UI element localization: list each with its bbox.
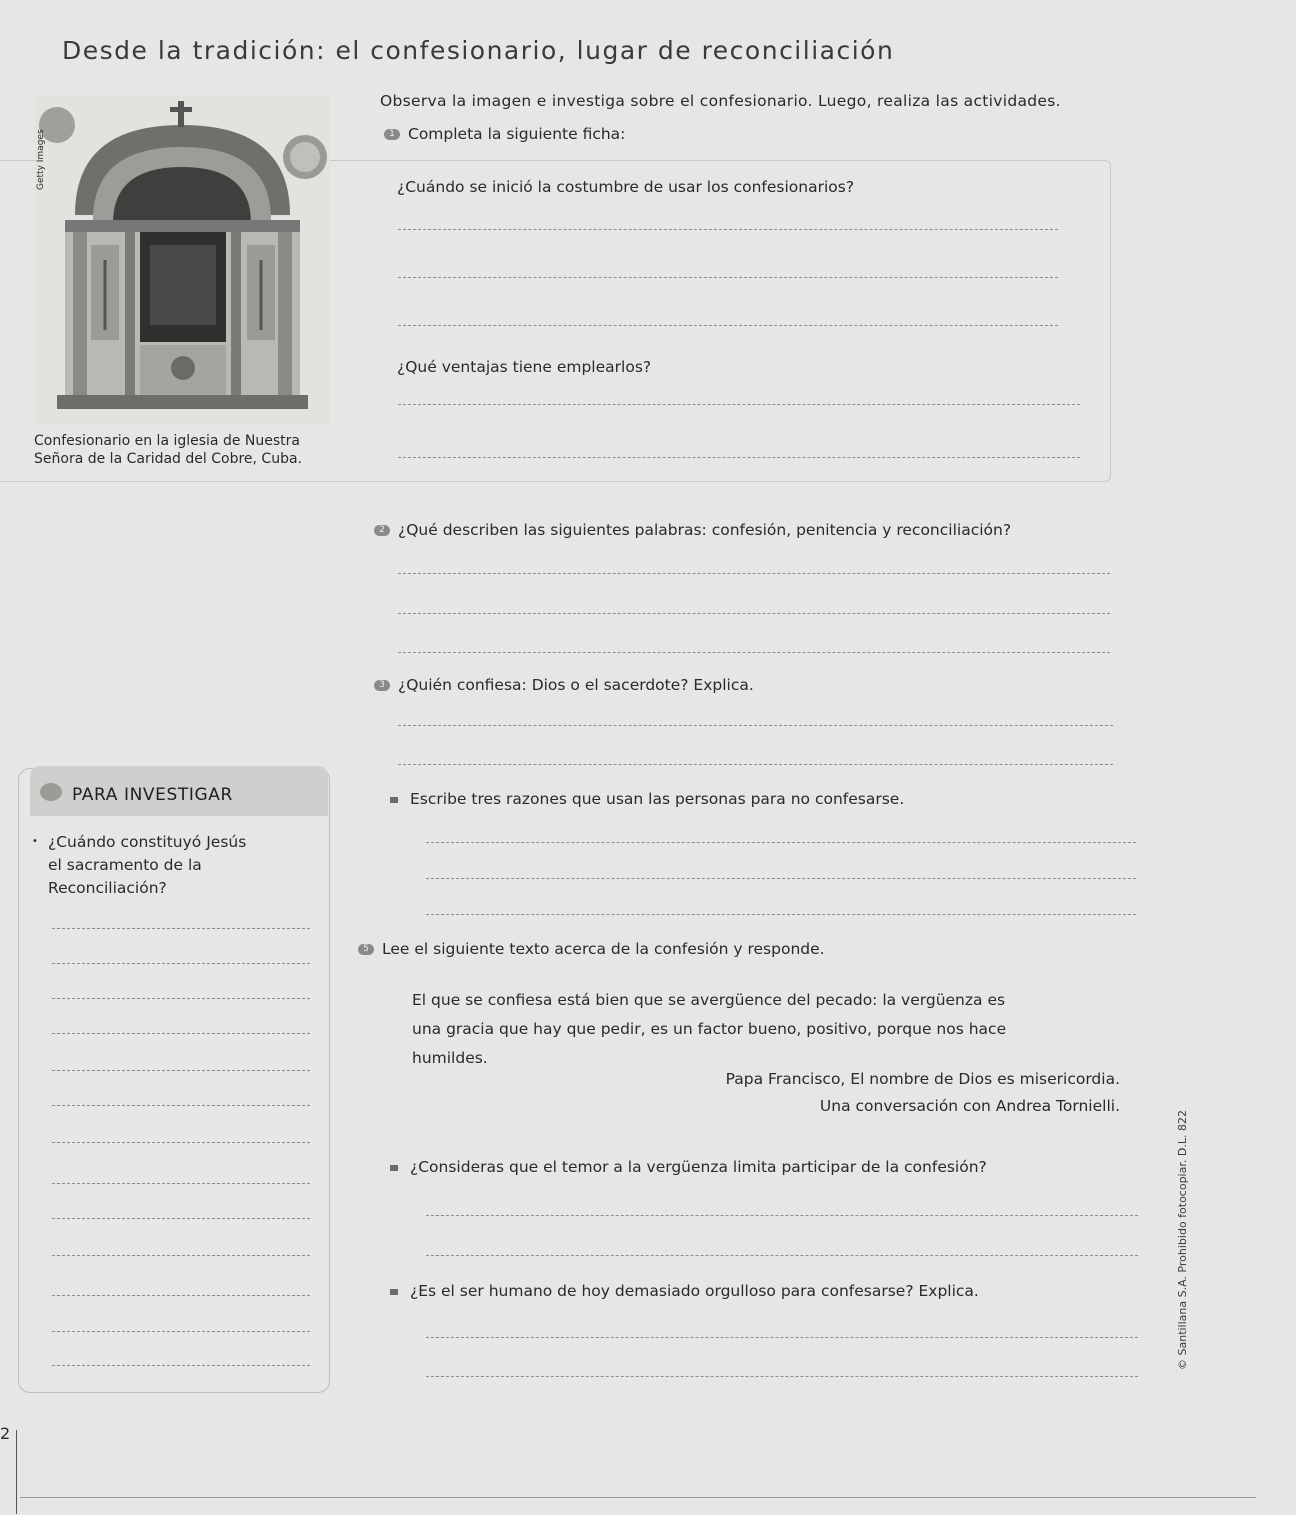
sidebar-answer-line[interactable] — [52, 1331, 310, 1332]
quote-citation-1: Papa Francisco, El nombre de Dios es misericordia. — [725, 1070, 1120, 1088]
page-rule — [16, 1430, 17, 1514]
confessional-illustration — [35, 95, 330, 425]
answer-line[interactable] — [398, 573, 1110, 574]
answer-line[interactable] — [426, 1337, 1138, 1338]
quote-line-1: El que se confiesa está bien que se avergüence del pecado: la vergüenza es — [412, 991, 1006, 1009]
answer-line[interactable] — [398, 764, 1113, 765]
square-bullet-icon — [390, 1165, 398, 1171]
investigar-question — [48, 831, 246, 900]
activity-3-text: ¿Quién confiesa: Dios o el sacerdote? Explica. — [398, 676, 754, 694]
answer-line[interactable] — [398, 404, 1080, 405]
investigar-question-line-1: ¿Cuándo constituyó Jesús — [48, 833, 247, 851]
activity-5-question-2 — [390, 1282, 979, 1300]
intro-text: Observa la imagen e investiga sobre el confesionario. Luego, realiza las actividades. — [380, 92, 1061, 110]
answer-line[interactable] — [398, 652, 1110, 653]
activity-3-question — [374, 676, 754, 694]
sidebar-answer-line[interactable] — [52, 1365, 310, 1366]
sidebar-answer-line[interactable] — [52, 1142, 310, 1143]
photo-caption — [34, 432, 302, 468]
activity-2-question — [374, 521, 1011, 539]
activity-1-question-2: ¿Qué ventajas tiene emplearlos? — [397, 358, 652, 376]
sidebar-answer-line[interactable] — [52, 998, 310, 999]
quote-citation-2: Una conversación con Andrea Tornielli. — [819, 1097, 1120, 1115]
square-bullet-icon — [390, 1289, 398, 1295]
quote-line-2: una gracia que hay que pedir, es un factor bueno, positivo, porque nos hace — [412, 1020, 1007, 1038]
sidebar-answer-line[interactable] — [52, 1218, 310, 1219]
activity-1-question-1: ¿Cuándo se inició la costumbre de usar los confesionarios? — [397, 178, 855, 196]
answer-line[interactable] — [398, 725, 1113, 726]
activity-5-question-1 — [390, 1158, 987, 1176]
photo-caption-line-1: Confesionario en la iglesia de Nuestra — [34, 433, 300, 449]
answer-line[interactable] — [398, 325, 1058, 326]
bottom-rule — [20, 1497, 1256, 1498]
page-title: Desde la tradición: el confesionario, lugar de reconciliación — [62, 36, 895, 65]
sidebar-answer-line[interactable] — [52, 963, 310, 964]
activity-5-q2-text: ¿Es el ser humano de hoy demasiado orgulloso para confesarse? Explica. — [410, 1282, 979, 1300]
answer-line[interactable] — [398, 229, 1058, 230]
page-number: 2 — [0, 1424, 11, 1443]
activity-number-badge: 5 — [358, 944, 374, 955]
answer-line[interactable] — [398, 277, 1058, 278]
sidebar-answer-line[interactable] — [52, 1183, 310, 1184]
activity-number-badge: 2 — [374, 525, 390, 536]
answer-line[interactable] — [426, 1255, 1138, 1256]
sidebar-answer-line[interactable] — [52, 928, 310, 929]
magnifier-icon — [40, 783, 62, 801]
activity-5-instruction — [358, 940, 825, 958]
quote-block — [412, 986, 1006, 1073]
sidebar-answer-line[interactable] — [52, 1070, 310, 1071]
activity-5-q1-text: ¿Consideras que el temor a la vergüenza limita participar de la confesión? — [410, 1158, 987, 1176]
investigar-question-line-2: el sacramento de la — [48, 856, 202, 874]
confessional-photo — [35, 95, 330, 425]
activity-number-badge: 3 — [374, 680, 390, 691]
sidebar-answer-line[interactable] — [52, 1255, 310, 1256]
answer-line[interactable] — [426, 842, 1136, 843]
activity-number-badge: 1 — [384, 129, 400, 140]
answer-line[interactable] — [398, 613, 1110, 614]
answer-line[interactable] — [426, 914, 1136, 915]
answer-line[interactable] — [426, 878, 1136, 879]
activity-4-text: Escribe tres razones que usan las personas para no confesarse. — [410, 790, 905, 808]
investigar-label: PARA INVESTIGAR — [72, 785, 233, 805]
sidebar-answer-line[interactable] — [52, 1033, 310, 1034]
activity-2-text: ¿Qué describen las siguientes palabras: confesión, penitencia y reconciliación? — [398, 521, 1012, 539]
bullet-dot-icon: • — [32, 836, 38, 847]
activity-1-label: Completa la siguiente ficha: — [408, 125, 626, 143]
answer-line[interactable] — [426, 1376, 1138, 1377]
sidebar-answer-line[interactable] — [52, 1295, 310, 1296]
investigar-question-line-3: Reconciliación? — [48, 879, 167, 897]
activity-5-text: Lee el siguiente texto acerca de la confesión y responde. — [382, 940, 825, 958]
answer-line[interactable] — [426, 1215, 1138, 1216]
photo-caption-line-2: Señora de la Caridad del Cobre, Cuba. — [34, 451, 302, 467]
activity-1-instruction — [384, 125, 625, 143]
activity-4-question — [390, 790, 904, 808]
copyright-text: © Santillana S.A. Prohibido fotocopiar. D.L. 822 — [1176, 1110, 1189, 1370]
photo-credit: Getty Images — [36, 129, 46, 190]
answer-line[interactable] — [398, 457, 1080, 458]
quote-line-3: humildes. — [412, 1049, 488, 1067]
sidebar-answer-line[interactable] — [52, 1105, 310, 1106]
square-bullet-icon — [390, 797, 398, 803]
